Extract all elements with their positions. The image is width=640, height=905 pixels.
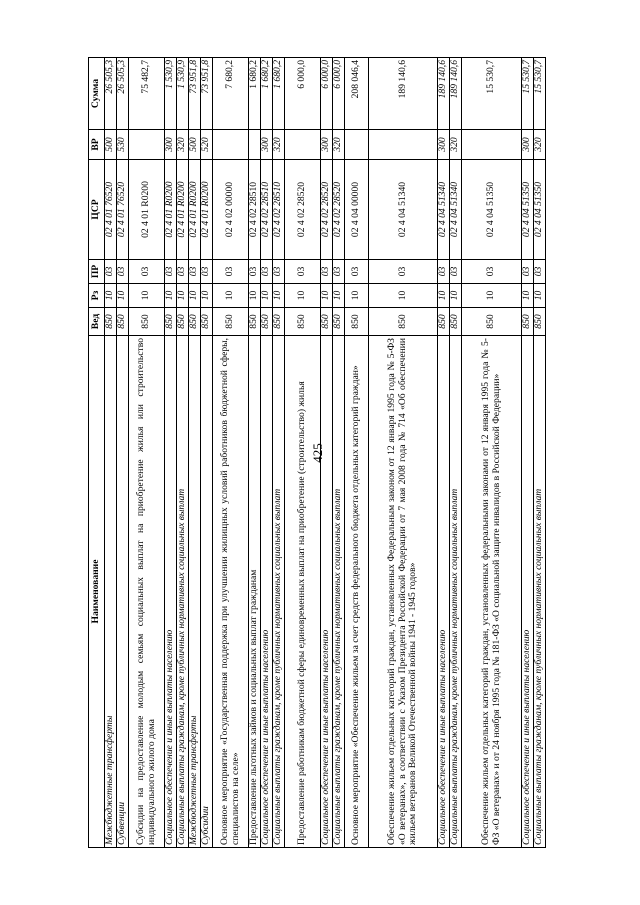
table-row <box>177 58 189 848</box>
cell-rz: 10 <box>105 284 117 308</box>
cell-sum: 26 505,3 <box>105 58 117 130</box>
cell-name: Межбюджетные трансферты <box>105 336 117 848</box>
cell-name: Обеспечение жильем отдельных категорий граждан, установленных Федеральным законом от 12 января 1995 года № 5-ФЗ «О ветеранах», в соответствии с Указом Президента Российской Федерации от 7 мая 2008 года № 714 «Об обеспечении жильем ветеранов Великой Отечественной войны 1941 - 1945 годов» <box>369 336 438 848</box>
cell-vr: 300 <box>438 130 450 160</box>
cell-pr: 03 <box>285 260 321 284</box>
cell-rz: 10 <box>522 284 534 308</box>
cell-vr: 300 <box>165 130 177 160</box>
cell-rz: 10 <box>201 284 213 308</box>
cell-sum: 189 140,6 <box>438 58 450 130</box>
table-row <box>201 58 213 848</box>
cell-pr: 03 <box>117 260 129 284</box>
cell-csr: 02 4 04 51350 <box>462 160 522 260</box>
cell-pr: 03 <box>249 260 261 284</box>
cell-ved: 850 <box>249 308 261 336</box>
cell-vr <box>213 130 249 160</box>
cell-ved: 850 <box>462 308 522 336</box>
cell-sum: 7 680,2 <box>213 58 249 130</box>
cell-sum: 6 000,0 <box>333 58 345 130</box>
cell-pr: 03 <box>450 260 462 284</box>
cell-pr: 03 <box>438 260 450 284</box>
cell-vr <box>462 130 522 160</box>
cell-vr: 300 <box>261 130 273 160</box>
cell-name: Межбюджетные трансферты <box>189 336 201 848</box>
cell-name: Основное мероприятие «Государственная поддержка при улучшении жилищных условий работников бюджетной сферы, специалистов на селе» <box>213 336 249 848</box>
cell-rz: 10 <box>189 284 201 308</box>
cell-vr: 320 <box>333 130 345 160</box>
cell-csr: 02 4 01 R0200 <box>129 160 165 260</box>
cell-name: Социальное обеспечение и иные выплаты населению <box>438 336 450 848</box>
cell-csr: 02 4 01 R0200 <box>177 160 189 260</box>
cell-ved: 850 <box>273 308 285 336</box>
cell-pr: 03 <box>201 260 213 284</box>
cell-ved: 850 <box>450 308 462 336</box>
cell-rz: 10 <box>369 284 438 308</box>
cell-sum: 1 530,9 <box>165 58 177 130</box>
cell-sum: 1 680,2 <box>273 58 285 130</box>
cell-sum: 6 000,0 <box>285 58 321 130</box>
cell-pr: 03 <box>522 260 534 284</box>
cell-rz: 10 <box>285 284 321 308</box>
cell-name: Субсидии <box>201 336 213 848</box>
cell-sum: 189 140,6 <box>450 58 462 130</box>
cell-ved: 850 <box>321 308 333 336</box>
cell-ved: 850 <box>534 308 546 336</box>
cell-csr: 02 4 01 76520 <box>105 160 117 260</box>
cell-pr: 03 <box>273 260 285 284</box>
cell-pr: 03 <box>333 260 345 284</box>
cell-pr: 03 <box>462 260 522 284</box>
cell-rz: 10 <box>261 284 273 308</box>
cell-csr: 02 4 02 28520 <box>285 160 321 260</box>
cell-vr <box>249 130 261 160</box>
cell-ved: 850 <box>345 308 369 336</box>
cell-rz: 10 <box>345 284 369 308</box>
header-name: Наименование <box>89 336 105 848</box>
header-ved: Вед <box>89 308 105 336</box>
cell-name: Предоставление льготных займов и социальных выплат гражданам <box>249 336 261 848</box>
cell-name: Социальные выплаты гражданам, кроме публичных нормативных социальных выплат <box>273 336 285 848</box>
cell-name: Социальные выплаты гражданам, кроме публичных нормативных социальных выплат <box>534 336 546 848</box>
table-row <box>261 58 273 848</box>
header-pr: ПР <box>89 260 105 284</box>
cell-csr: 02 4 04 00000 <box>345 160 369 260</box>
cell-csr: 02 4 01 R0200 <box>201 160 213 260</box>
table-row <box>189 58 201 848</box>
cell-csr: 02 4 01 76520 <box>117 160 129 260</box>
cell-sum: 15 530,7 <box>522 58 534 130</box>
cell-pr: 03 <box>165 260 177 284</box>
cell-ved: 850 <box>105 308 117 336</box>
table-row <box>165 58 177 848</box>
cell-sum: 1 530,9 <box>177 58 189 130</box>
cell-rz: 10 <box>321 284 333 308</box>
table-row <box>333 58 345 848</box>
cell-pr: 03 <box>321 260 333 284</box>
cell-vr: 300 <box>321 130 333 160</box>
cell-pr: 03 <box>189 260 201 284</box>
cell-name: Социальные выплаты гражданам, кроме публичных нормативных социальных выплат <box>333 336 345 848</box>
cell-sum: 6 000,0 <box>321 58 333 130</box>
cell-pr: 03 <box>105 260 117 284</box>
cell-name: Социальное обеспечение и иные выплаты населению <box>261 336 273 848</box>
cell-rz: 10 <box>129 284 165 308</box>
cell-sum: 26 505,3 <box>117 58 129 130</box>
cell-name: Обеспечение жильем отдельных категорий граждан, установленных федеральными законами от 12 января 1995 года № 5-ФЗ «О ветеранах» и от 24 ноября 1995 года № 181-ФЗ «О социальной защите инвалидов в Российской Федерации» <box>462 336 522 848</box>
table-row <box>129 58 165 848</box>
table-row <box>249 58 261 848</box>
cell-pr: 03 <box>369 260 438 284</box>
cell-sum: 73 951,8 <box>189 58 201 130</box>
cell-sum: 1 680,2 <box>261 58 273 130</box>
table-row <box>345 58 369 848</box>
budget-table <box>88 57 546 848</box>
cell-rz: 10 <box>450 284 462 308</box>
cell-name: Предоставление работникам бюджетной сферы единовременных выплат на приобретение (строительство) жилья <box>285 336 321 848</box>
cell-pr: 03 <box>177 260 189 284</box>
cell-csr: 02 4 04 51350 <box>522 160 534 260</box>
cell-sum: 73 951,8 <box>201 58 213 130</box>
cell-ved: 850 <box>369 308 438 336</box>
cell-pr: 03 <box>261 260 273 284</box>
cell-ved: 850 <box>201 308 213 336</box>
cell-vr: 320 <box>177 130 189 160</box>
cell-rz: 10 <box>273 284 285 308</box>
cell-name: Субвенции <box>117 336 129 848</box>
header-sum: Сумма <box>89 58 105 130</box>
table-row <box>321 58 333 848</box>
cell-name: Социальные выплаты гражданам, кроме публичных нормативных социальных выплат <box>450 336 462 848</box>
table-row <box>462 58 522 848</box>
cell-ved: 850 <box>189 308 201 336</box>
cell-sum: 1 680,2 <box>249 58 261 130</box>
table-row <box>522 58 534 848</box>
cell-rz: 10 <box>213 284 249 308</box>
cell-rz: 10 <box>438 284 450 308</box>
table-row <box>285 58 321 848</box>
cell-csr: 02 4 04 51340 <box>450 160 462 260</box>
header-csr: ЦСР <box>89 160 105 260</box>
cell-pr: 03 <box>213 260 249 284</box>
cell-csr: 02 4 01 R0200 <box>165 160 177 260</box>
cell-rz: 10 <box>177 284 189 308</box>
cell-csr: 02 4 02 28510 <box>249 160 261 260</box>
cell-ved: 850 <box>333 308 345 336</box>
table-row <box>450 58 462 848</box>
table-row <box>117 58 129 848</box>
cell-vr: 520 <box>201 130 213 160</box>
header-vr: ВР <box>89 130 105 160</box>
cell-vr <box>129 130 165 160</box>
cell-vr: 320 <box>534 130 546 160</box>
cell-sum: 15 530,7 <box>534 58 546 130</box>
cell-pr: 03 <box>345 260 369 284</box>
cell-name: Субсидии на предоставление молодым семьям социальных выплат на приобретение жилья или строительство индивидуального жилого дома <box>129 336 165 848</box>
table-row <box>273 58 285 848</box>
cell-ved: 850 <box>117 308 129 336</box>
cell-vr <box>285 130 321 160</box>
table-row <box>213 58 249 848</box>
cell-csr: 02 4 02 28510 <box>273 160 285 260</box>
cell-rz: 10 <box>462 284 522 308</box>
cell-vr: 500 <box>189 130 201 160</box>
cell-name: Социальное обеспечение и иные выплаты населению <box>522 336 534 848</box>
cell-csr: 02 4 02 28510 <box>261 160 273 260</box>
cell-csr: 02 4 02 28520 <box>333 160 345 260</box>
header-rz: Рз <box>89 284 105 308</box>
cell-vr: 300 <box>522 130 534 160</box>
cell-sum: 189 140,6 <box>369 58 438 130</box>
cell-ved: 850 <box>129 308 165 336</box>
cell-rz: 10 <box>249 284 261 308</box>
cell-vr: 530 <box>117 130 129 160</box>
table-body <box>105 58 546 848</box>
cell-name: Социальное обеспечение и иные выплаты населению <box>321 336 333 848</box>
cell-rz: 10 <box>165 284 177 308</box>
page-number: 425 <box>310 443 325 463</box>
cell-csr: 02 4 01 R0200 <box>189 160 201 260</box>
cell-sum: 75 482,7 <box>129 58 165 130</box>
cell-vr <box>345 130 369 160</box>
cell-csr: 02 4 04 51340 <box>369 160 438 260</box>
table-row <box>105 58 117 848</box>
cell-ved: 850 <box>438 308 450 336</box>
cell-csr: 02 4 04 51350 <box>534 160 546 260</box>
cell-rz: 10 <box>534 284 546 308</box>
table-header-row <box>89 58 105 848</box>
cell-name: Основное мероприятие «Обеспечение жильем за счет средств федерального бюджета отдельных категорий граждан» <box>345 336 369 848</box>
rotated-content <box>88 58 545 848</box>
cell-vr: 320 <box>450 130 462 160</box>
cell-name: Социальные выплаты гражданам, кроме публичных нормативных социальных выплат <box>177 336 189 848</box>
cell-vr: 500 <box>105 130 117 160</box>
table-row <box>438 58 450 848</box>
cell-ved: 850 <box>177 308 189 336</box>
cell-ved: 850 <box>285 308 321 336</box>
cell-ved: 850 <box>522 308 534 336</box>
cell-sum: 208 046,4 <box>345 58 369 130</box>
cell-rz: 10 <box>333 284 345 308</box>
table-row <box>369 58 438 848</box>
cell-name: Социальное обеспечение и иные выплаты населению <box>165 336 177 848</box>
cell-csr: 02 4 02 00000 <box>213 160 249 260</box>
cell-csr: 02 4 04 51340 <box>438 160 450 260</box>
table-row <box>534 58 546 848</box>
cell-rz: 10 <box>117 284 129 308</box>
cell-pr: 03 <box>534 260 546 284</box>
cell-ved: 850 <box>165 308 177 336</box>
cell-csr: 02 4 02 28520 <box>321 160 333 260</box>
cell-vr: 320 <box>273 130 285 160</box>
cell-ved: 850 <box>213 308 249 336</box>
cell-ved: 850 <box>261 308 273 336</box>
cell-vr <box>369 130 438 160</box>
cell-sum: 15 530,7 <box>462 58 522 130</box>
cell-pr: 03 <box>129 260 165 284</box>
